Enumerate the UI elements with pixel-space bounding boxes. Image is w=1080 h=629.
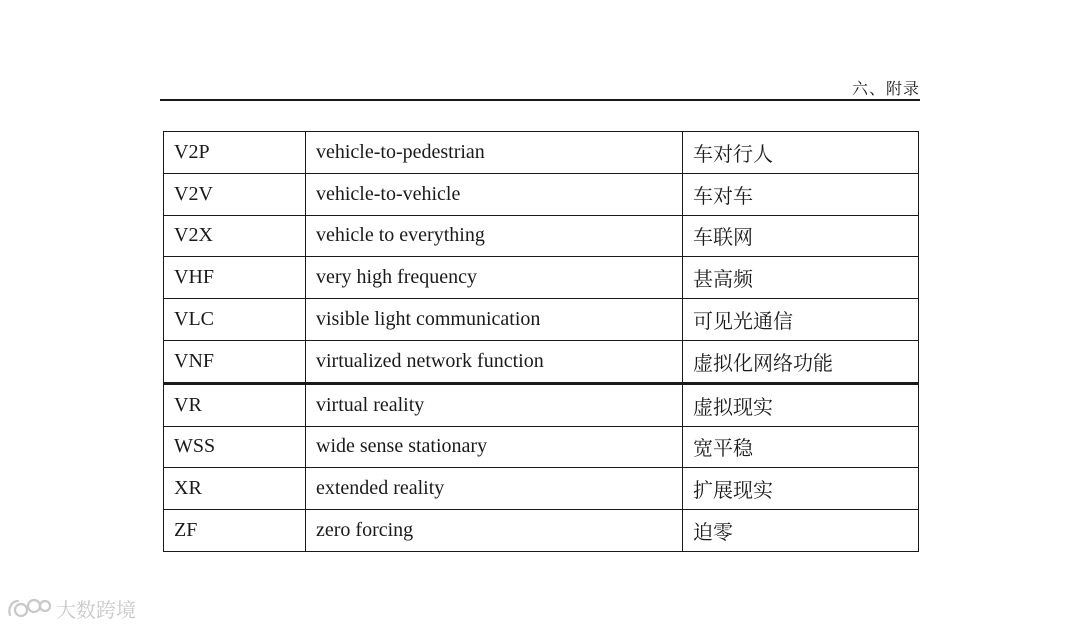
table-row — [164, 383, 919, 426]
abbreviation-cell: V2X — [164, 215, 306, 257]
term-cell: wide sense stationary — [306, 426, 683, 468]
translation-cell: 宽平稳 — [683, 426, 919, 468]
table-row — [164, 340, 919, 383]
watermark-text: 大数跨境 — [56, 597, 136, 622]
translation-cell: 可见光通信 — [683, 299, 919, 341]
table-row — [164, 132, 919, 174]
term-cell: vehicle-to-pedestrian — [306, 132, 683, 174]
translation-cell: 迫零 — [683, 510, 919, 552]
table-row — [164, 173, 919, 215]
term-cell: very high frequency — [306, 257, 683, 299]
term-cell: virtual reality — [306, 383, 683, 426]
translation-cell: 虚拟化网络功能 — [683, 340, 919, 383]
table-row — [164, 257, 919, 299]
translation-cell: 虚拟现实 — [683, 383, 919, 426]
table-row — [164, 215, 919, 257]
term-cell: zero forcing — [306, 510, 683, 552]
translation-cell: 甚高频 — [683, 257, 919, 299]
section-header-label: 六、附录 — [851, 81, 920, 98]
translation-cell: 车联网 — [683, 215, 919, 257]
translation-cell: 车对车 — [683, 173, 919, 215]
translation-cell: 车对行人 — [683, 132, 919, 174]
abbreviation-cell: WSS — [164, 426, 306, 468]
table-row — [164, 426, 919, 468]
abbreviation-cell: VHF — [164, 257, 306, 299]
table-row — [164, 299, 919, 341]
watermark-logo-icon — [6, 595, 52, 621]
abbreviation-cell: V2P — [164, 132, 306, 174]
abbreviation-cell: VR — [164, 383, 306, 426]
abbreviation-table — [163, 131, 919, 552]
table-row — [164, 468, 919, 510]
abbreviation-cell: VNF — [164, 340, 306, 383]
abbreviation-cell: ZF — [164, 510, 306, 552]
abbreviation-cell: VLC — [164, 299, 306, 341]
term-cell: vehicle-to-vehicle — [306, 173, 683, 215]
term-cell: virtualized network function — [306, 340, 683, 383]
abbreviation-cell: XR — [164, 468, 306, 510]
translation-cell: 扩展现实 — [683, 468, 919, 510]
term-cell: vehicle to everything — [306, 215, 683, 257]
watermark — [6, 592, 136, 624]
header-divider — [160, 99, 920, 101]
abbreviation-cell: V2V — [164, 173, 306, 215]
table-row — [164, 510, 919, 552]
term-cell: extended reality — [306, 468, 683, 510]
term-cell: visible light communication — [306, 299, 683, 341]
